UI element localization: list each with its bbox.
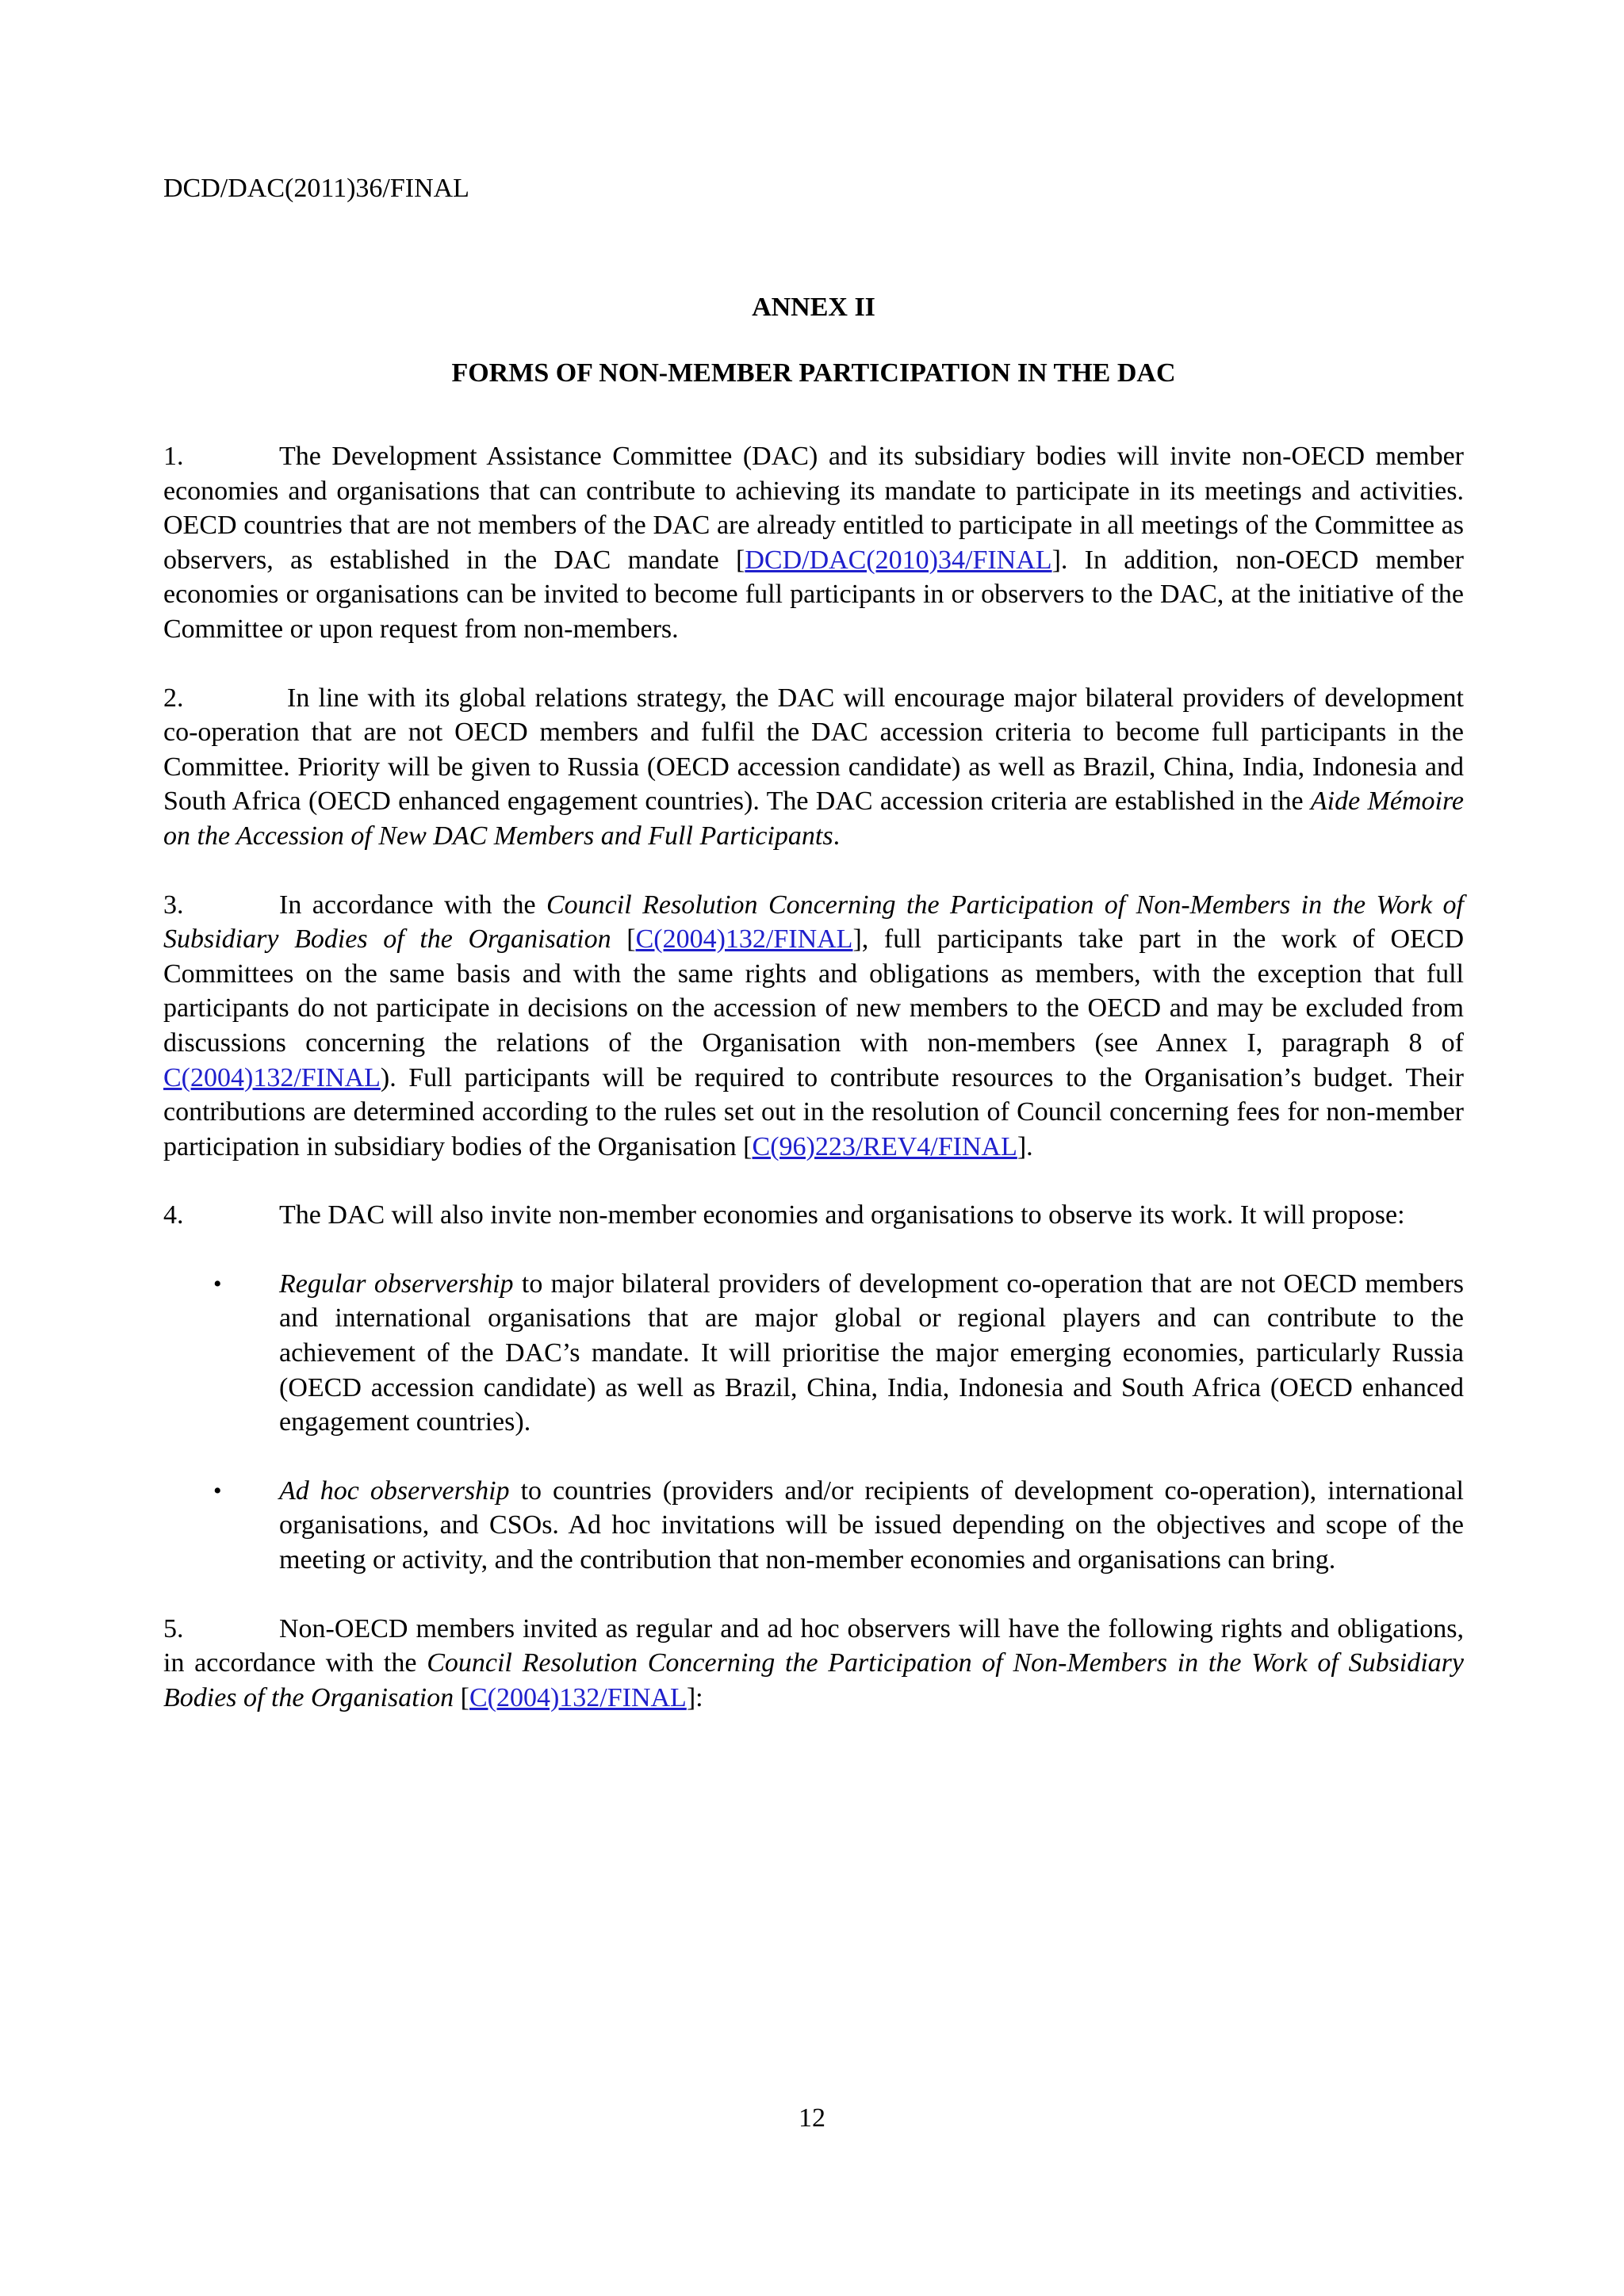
paragraph-5: [163, 1612, 1464, 1716]
page-number: 12: [799, 2103, 825, 2133]
paragraph-4: [163, 1198, 1464, 1233]
list-item-text: to major bilateral providers of development co-operation that are not OECD members and international organisations that are major global or regional players and can contribute to the achievement of the DAC’s mandate. It will prioritise the major emerging economies, particularly Russia (OECD accession candidate) as well as Brazil, China, India, Indonesia and South Africa (OECD enhanced engagement countries).: [279, 1269, 1465, 1437]
list-item-term: Regular observership: [279, 1269, 514, 1299]
document-title-italic: Council Resolution Concerning the Participation of Non-Members in the Work of Subsidiary Bodies of the Organisation: [163, 890, 1464, 955]
reference-link-council-resolution[interactable]: C(2004)132/FINAL: [635, 924, 853, 955]
paragraph-number: 3.: [163, 890, 184, 920]
paragraph-text: ]:: [686, 1682, 703, 1712]
reference-link-council-resolution[interactable]: C(2004)132/FINAL: [469, 1682, 687, 1712]
reference-link-council-resolution[interactable]: C(2004)132/FINAL: [163, 1062, 381, 1093]
paragraph-number: 4.: [163, 1200, 184, 1230]
bullet-icon: •: [213, 1270, 222, 1297]
paragraph-number: 2.: [163, 683, 184, 713]
observership-list: [163, 1267, 1464, 1578]
document-reference: DCD/DAC(2011)36/FINAL: [163, 174, 469, 203]
paragraph-text: .: [833, 821, 841, 851]
paragraph-text: [: [454, 1682, 469, 1712]
paragraph-3: [163, 888, 1464, 1165]
paragraph-text: ]. In addition, non-OECD member economies or organisations can be invited to become full participants in or observers to the DAC, at the initiative of the Committee or upon request from non-members.: [163, 545, 1464, 644]
reference-link-fees-resolution[interactable]: C(96)223/REV4/FINAL: [752, 1131, 1017, 1161]
paragraph-number: 5.: [163, 1613, 184, 1644]
paragraph-text: [: [611, 924, 636, 955]
paragraph-text: ], full participants take part in the work of OECD Committees on the same basis and with the same rights and obligations as members, with the exception that full participants do not participate in decisions on the accession of new members to the OECD and may be excluded from discussions concerning the relations of the Organisation with non-members (see Annex I, paragraph 8 of: [163, 924, 1465, 1058]
document-body: [163, 439, 1464, 1749]
list-item: [213, 1267, 1465, 1440]
paragraph-text: ].: [1017, 1131, 1033, 1161]
list-item-text: to countries (providers and/or recipients of development co-operation), international organisations, and CSOs. Ad hoc invitations will be issued depending on the objectives and scope of the meeting or activity, and the contribution that non-member economies and organisations can bring.: [279, 1475, 1464, 1575]
paragraph-text: In accordance with the: [279, 890, 546, 920]
paragraph-text: Non-OECD members invited as regular and ad hoc observers will have the following rights and obligations, in accordance with the: [163, 1613, 1464, 1678]
paragraph-text: The DAC will also invite non-member economies and organisations to observe its work. It will propose:: [279, 1200, 1405, 1230]
section-heading: FORMS OF NON-MEMBER PARTICIPATION IN THE DAC: [451, 358, 1176, 388]
paragraph-text: In line with its global relations strategy, the DAC will encourage major bilateral providers of development co-operation that are not OECD members and fulfil the DAC accession criteria to become full participants in the Committee. Priority will be given to Russia (OECD accession candidate) as well as Brazil, China, India, Indonesia and South Africa (OECD enhanced engagement countries). The DAC accession criteria are established in the: [163, 683, 1464, 817]
document-title-italic: Aide Mémoire on the Accession of New DAC Members and Full Participants: [163, 786, 1465, 851]
paragraph-number: 1.: [163, 442, 184, 471]
bullet-icon: •: [213, 1477, 222, 1504]
paragraph-text: The Development Assistance Committee (DAC) and its subsidiary bodies will invite non-OECD member economies and organisations that can contribute to achieving its mandate to participate in its meetings and activities. OECD countries that are not members of the DAC are already entitled to participate in all meetings of the Committee as observers, as established in the DAC mandate [: [163, 442, 1464, 575]
document-title-italic: Council Resolution Concerning the Participation of Non-Members in the Work of Subsidiary Bodies of the Organisation: [163, 1648, 1465, 1712]
paragraph-1: [163, 439, 1464, 647]
reference-link-dac-mandate[interactable]: DCD/DAC(2010)34/FINAL: [745, 545, 1052, 575]
list-item: [213, 1474, 1464, 1578]
paragraph-text: ). Full participants will be required to contribute resources to the Organisation’s budget. Their contributions are determined according to the rules set out in the resolution of Council concerning fees for non-member participation in subsidiary bodies of the Organisation [: [163, 1062, 1464, 1161]
list-item-term: Ad hoc observership: [279, 1475, 510, 1506]
annex-title: ANNEX II: [752, 293, 875, 322]
paragraph-2: [163, 681, 1464, 854]
